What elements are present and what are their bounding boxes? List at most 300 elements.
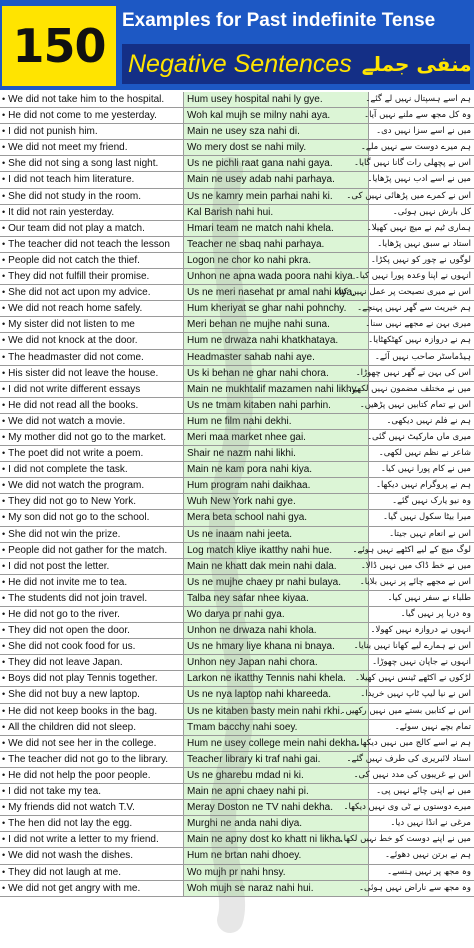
urdu-cell: ہم اسے ہسپتال نہیں لے گئے۔ <box>369 92 474 107</box>
roman-urdu-cell: Hum program nahi daikhaa. <box>184 478 369 493</box>
urdu-cell: میں نے کام پورا نہیں کیا۔ <box>369 462 474 477</box>
bullet-icon: • <box>2 834 6 845</box>
english-sentence: My sister did not listen to me <box>8 319 135 331</box>
english-sentence: We did not get angry with me. <box>8 882 141 894</box>
urdu-cell: وہ نیو یارک نہیں گئے۔ <box>369 494 474 509</box>
bullet-icon: • <box>2 786 6 797</box>
table-row <box>0 189 474 205</box>
english-sentence: It did not rain yesterday. <box>8 206 115 218</box>
roman-urdu-cell: Wo darya pr nahi gya. <box>184 607 369 622</box>
bullet-icon: • <box>2 238 6 249</box>
table-row <box>0 865 474 881</box>
english-sentence-cell <box>0 333 184 348</box>
table-row <box>0 527 474 543</box>
bullet-icon: • <box>2 769 6 780</box>
roman-urdu-cell: Hum ne brtan nahi dhoey. <box>184 848 369 863</box>
roman-urdu-cell: Meri behan ne mujhe nahi suna. <box>184 317 369 332</box>
table-row <box>0 205 474 221</box>
bullet-icon: • <box>2 158 6 169</box>
english-sentence: He did not help the poor people. <box>8 769 151 781</box>
bullet-icon: • <box>2 142 6 153</box>
bullet-icon: • <box>2 496 6 507</box>
english-sentence-cell <box>0 446 184 461</box>
table-row <box>0 559 474 575</box>
table-row <box>0 92 474 108</box>
table-row <box>0 430 474 446</box>
table-row <box>0 333 474 349</box>
english-sentence: My son did not go to the school. <box>8 512 150 524</box>
bullet-icon: • <box>2 319 6 330</box>
bullet-icon: • <box>2 415 6 426</box>
roman-urdu-cell: Us ne pichli raat gana nahi gaya. <box>184 156 369 171</box>
english-sentence-cell <box>0 736 184 751</box>
urdu-cell: انہوں نے اپنا وعدہ پورا نہیں کیا۔ <box>369 269 474 284</box>
urdu-cell: میں نے اپنی چائے نہیں پی۔ <box>369 784 474 799</box>
bullet-icon: • <box>2 544 6 555</box>
english-sentence: I did not write different essays <box>8 383 141 395</box>
english-sentence-cell <box>0 832 184 847</box>
roman-urdu-cell: Logon ne chor ko nahi pkra. <box>184 253 369 268</box>
table-row <box>0 671 474 687</box>
urdu-cell: ہماری ٹیم نے میچ نہیں کھیلا۔ <box>369 221 474 236</box>
bullet-icon: • <box>2 254 6 265</box>
bullet-icon: • <box>2 110 6 121</box>
table-row <box>0 156 474 172</box>
count-number: 150 <box>12 19 106 73</box>
english-sentence-cell <box>0 494 184 509</box>
bullet-icon: • <box>2 271 6 282</box>
english-sentence: I did not post the letter. <box>8 560 110 572</box>
english-sentence: She did not cook food for us. <box>8 641 136 653</box>
roman-urdu-cell: Us ne tmam kitaben nahi parhin. <box>184 398 369 413</box>
english-sentence-cell <box>0 720 184 735</box>
table-row <box>0 832 474 848</box>
roman-urdu-cell: Wo mery dost se nahi mily. <box>184 140 369 155</box>
table-row <box>0 623 474 639</box>
table-row <box>0 543 474 559</box>
english-sentence: She did not win the prize. <box>8 528 121 540</box>
english-sentence: We did not wash the dishes. <box>8 850 134 862</box>
roman-urdu-cell: Kal Barish nahi hui. <box>184 205 369 220</box>
sentence-table <box>0 92 474 897</box>
page-title: Examples for Past indefinite Tense <box>122 10 436 31</box>
english-sentence-cell <box>0 784 184 799</box>
english-sentence-cell <box>0 221 184 236</box>
bullet-icon: • <box>2 383 6 394</box>
roman-urdu-cell: Woh mujh se naraz nahi hui. <box>184 881 369 896</box>
table-row <box>0 736 474 752</box>
roman-urdu-cell: Woh kal mujh se milny nahi aya. <box>184 108 369 123</box>
bullet-icon: • <box>2 399 6 410</box>
table-row <box>0 510 474 526</box>
roman-urdu-cell: Unhon ney Japan nahi chora. <box>184 655 369 670</box>
english-sentence-cell <box>0 752 184 767</box>
roman-urdu-cell: Teacher library ki traf nahi gai. <box>184 752 369 767</box>
roman-urdu-cell: Us ne hmary liye khana ni bnaya. <box>184 639 369 654</box>
table-row <box>0 720 474 736</box>
english-sentence-cell <box>0 559 184 574</box>
roman-urdu-cell: Larkon ne ikatthy Tennis nahi khela. <box>184 671 369 686</box>
english-sentence-cell <box>0 510 184 525</box>
roman-urdu-cell: Main ne mukhtalif mazamen nahi likhy. <box>184 382 369 397</box>
roman-urdu-cell: Wo mujh pr nahi hnsy. <box>184 865 369 880</box>
table-row <box>0 301 474 317</box>
bullet-icon: • <box>2 625 6 636</box>
english-sentence: The poet did not write a poem. <box>8 448 144 460</box>
bullet-icon: • <box>2 753 6 764</box>
english-sentence-cell <box>0 350 184 365</box>
subtitle: Negative Sentences <box>128 49 352 78</box>
english-sentence: I did not punish him. <box>8 126 98 138</box>
table-row <box>0 221 474 237</box>
english-sentence-cell <box>0 140 184 155</box>
bullet-icon: • <box>2 303 6 314</box>
urdu-cell: ہم نے فلم نہیں دیکھی۔ <box>369 414 474 429</box>
roman-urdu-cell: Main ne usey adab nahi parhaya. <box>184 172 369 187</box>
english-sentence: We did not take him to the hospital. <box>8 94 165 105</box>
table-row <box>0 575 474 591</box>
english-sentence-cell <box>0 768 184 783</box>
bullet-icon: • <box>2 367 6 378</box>
english-sentence-cell <box>0 671 184 686</box>
english-sentence-cell <box>0 253 184 268</box>
roman-urdu-cell: Talba ney safar nhee kiyaa. <box>184 591 369 606</box>
bullet-icon: • <box>2 174 6 185</box>
table-row <box>0 591 474 607</box>
english-sentence: We did not watch a movie. <box>8 415 126 427</box>
urdu-cell: کل بارش نہیں ہوئی۔ <box>369 205 474 220</box>
table-row <box>0 752 474 768</box>
english-sentence: He did not come to me yesterday. <box>8 110 157 122</box>
roman-urdu-cell: Hum ne film nahi dekhi. <box>184 414 369 429</box>
english-sentence-cell <box>0 639 184 654</box>
urdu-cell: ہم نے اسے کالج میں نہیں دیکھا۔ <box>369 736 474 751</box>
english-sentence-cell <box>0 317 184 332</box>
english-sentence-cell <box>0 301 184 316</box>
english-sentence: They did not leave Japan. <box>8 657 123 669</box>
english-sentence-cell <box>0 414 184 429</box>
roman-urdu-cell: Meray Doston ne TV nahi dekha. <box>184 800 369 815</box>
subtitle-urdu: منفی جملے <box>361 52 472 76</box>
bullet-icon: • <box>2 866 6 877</box>
urdu-cell: وہ مجھ پر نہیں ہنسے۔ <box>369 865 474 880</box>
bullet-icon: • <box>2 802 6 813</box>
english-sentence-cell <box>0 108 184 123</box>
urdu-cell: اس نے غریبوں کی مدد نہیں کی۔ <box>369 768 474 783</box>
english-sentence: They did not fulfill their promise. <box>8 271 150 283</box>
roman-urdu-cell: Us ne gharebu mdad ni ki. <box>184 768 369 783</box>
english-sentence: She did not sing a song last night. <box>8 158 159 170</box>
english-sentence: People did not catch the thief. <box>8 254 140 266</box>
english-sentence-cell <box>0 156 184 171</box>
english-sentence-cell <box>0 124 184 139</box>
bullet-icon: • <box>2 560 6 571</box>
english-sentence-cell <box>0 865 184 880</box>
table-row <box>0 768 474 784</box>
roman-urdu-cell: Hmari team ne match nahi khela. <box>184 221 369 236</box>
roman-urdu-cell: Main ne usey sza nahi di. <box>184 124 369 139</box>
english-sentence-cell <box>0 655 184 670</box>
english-sentence-cell <box>0 172 184 187</box>
roman-urdu-cell: Teacher ne sbaq nahi parhaya. <box>184 237 369 252</box>
roman-urdu-cell: Meri maa market nhee gai. <box>184 430 369 445</box>
roman-urdu-cell: Main ne khatt dak mein nahi dala. <box>184 559 369 574</box>
urdu-cell: میرے دوستوں نے ٹی وی نہیں دیکھا۔ <box>369 800 474 815</box>
bullet-icon: • <box>2 528 6 539</box>
count-badge <box>2 6 116 86</box>
english-sentence: They did not open the door. <box>8 625 130 637</box>
english-sentence: I did not write a letter to my friend. <box>8 834 159 846</box>
urdu-cell: اس کی بہن نے گھر نہیں چھوڑا۔ <box>369 366 474 381</box>
english-sentence: They did not laugh at me. <box>8 866 122 878</box>
table-row <box>0 414 474 430</box>
urdu-cell: اس نے کمرے میں پڑھائی نہیں کی۔ <box>369 189 474 204</box>
english-sentence: I did not complete the task. <box>8 464 128 476</box>
table-row <box>0 237 474 253</box>
english-sentence-cell <box>0 269 184 284</box>
roman-urdu-cell: Us ne mujhe chaey pr nahi bulaya. <box>184 575 369 590</box>
table-row <box>0 848 474 864</box>
table-row <box>0 478 474 494</box>
urdu-cell: میری ماں مارکیٹ نہیں گئی۔ <box>369 430 474 445</box>
table-row <box>0 800 474 816</box>
roman-urdu-cell: Hum usey hospital nahi ly gye. <box>184 92 369 107</box>
urdu-cell: اس نے پچھلی رات گانا نہیں گایا۔ <box>369 156 474 171</box>
urdu-cell: استاد لائبریری کی طرف نہیں گئے۔ <box>369 752 474 767</box>
bullet-icon: • <box>2 882 6 893</box>
urdu-cell: لوگ میچ کے لیے اکٹھے نہیں ہوئے۔ <box>369 543 474 558</box>
english-sentence-cell <box>0 430 184 445</box>
english-sentence: She did not buy a new laptop. <box>8 689 140 701</box>
table-row <box>0 494 474 510</box>
bullet-icon: • <box>2 850 6 861</box>
table-row <box>0 704 474 720</box>
english-sentence: The teacher did not teach the lesson <box>8 238 170 250</box>
roman-urdu-cell: Mera beta school nahi gya. <box>184 510 369 525</box>
roman-urdu-cell: Log match kliye ikatthy nahi hue. <box>184 543 369 558</box>
bullet-icon: • <box>2 206 6 217</box>
bullet-icon: • <box>2 641 6 652</box>
table-row <box>0 881 474 897</box>
urdu-cell: مرغی نے انڈا نہیں دیا۔ <box>369 816 474 831</box>
bullet-icon: • <box>2 609 6 619</box>
english-sentence-cell <box>0 205 184 220</box>
english-sentence: His sister did not leave the house. <box>8 367 159 379</box>
bullet-icon: • <box>2 737 6 748</box>
table-row <box>0 784 474 800</box>
table-row <box>0 140 474 156</box>
english-sentence: He did not invite me to tea. <box>8 576 128 588</box>
english-sentence: We did not watch the program. <box>8 480 145 492</box>
header-banner <box>0 0 474 90</box>
urdu-cell: وہ دریا پر نہیں گیا۔ <box>369 607 474 622</box>
english-sentence: We did not knock at the door. <box>8 335 138 347</box>
bullet-icon: • <box>2 190 6 201</box>
roman-urdu-cell: Us ne kitaben basty mein nahi rkhi. <box>184 704 369 719</box>
urdu-cell: میرا بیٹا سکول نہیں گیا۔ <box>369 510 474 525</box>
bullet-icon: • <box>2 287 6 298</box>
roman-urdu-cell: Tmam bacchy nahi soey. <box>184 720 369 735</box>
roman-urdu-cell: Us ne kamry mein parhai nahi ki. <box>184 189 369 204</box>
english-sentence: All the children did not sleep. <box>8 721 137 733</box>
urdu-cell: میں نے خط ڈاک میں نہیں ڈالا۔ <box>369 559 474 574</box>
english-sentence-cell <box>0 92 184 107</box>
english-sentence: I did not teach him literature. <box>8 174 135 186</box>
english-sentence-cell <box>0 607 184 622</box>
table-row <box>0 398 474 414</box>
roman-urdu-cell: Us ki behan ne ghar nahi chora. <box>184 366 369 381</box>
roman-urdu-cell: Wuh New York nahi gye. <box>184 494 369 509</box>
bullet-icon: • <box>2 335 6 346</box>
table-row <box>0 350 474 366</box>
english-sentence: The headmaster did not come. <box>8 351 144 363</box>
roman-urdu-cell: Hum ne drwaza nahi khatkhataya. <box>184 333 369 348</box>
urdu-cell: انہوں نے دروازہ نہیں کھولا۔ <box>369 623 474 638</box>
table-row <box>0 816 474 832</box>
bullet-icon: • <box>2 592 6 603</box>
urdu-cell: ہم نے برتن نہیں دھوئے۔ <box>369 848 474 863</box>
english-sentence: Our team did not play a match. <box>8 222 145 234</box>
urdu-cell: میں نے اسے سزا نہیں دی۔ <box>369 124 474 139</box>
bullet-icon: • <box>2 512 6 523</box>
urdu-cell: اس نے ہمارے لیے کھانا نہیں بنایا۔ <box>369 639 474 654</box>
roman-urdu-cell: Main ne kam pora nahi kiya. <box>184 462 369 477</box>
bullet-icon: • <box>2 222 6 233</box>
urdu-cell: میری بہن نے مجھے نہیں سنا۔ <box>369 317 474 332</box>
english-sentence-cell <box>0 527 184 542</box>
english-sentence: My mother did not go to the market. <box>8 431 167 443</box>
english-sentence-cell <box>0 189 184 204</box>
urdu-cell: ہم میرے دوست سے نہیں ملے۔ <box>369 140 474 155</box>
roman-urdu-cell: Hum kheriyat se ghar nahi pohnchy. <box>184 301 369 316</box>
english-sentence: He did not go to the river. <box>8 609 120 620</box>
table-row <box>0 639 474 655</box>
bullet-icon: • <box>2 673 6 684</box>
english-sentence: He did not keep books in the bag. <box>8 705 158 717</box>
urdu-cell: اس نے کتابیں بستے میں نہیں رکھیں۔ <box>369 704 474 719</box>
english-sentence-cell <box>0 478 184 493</box>
english-sentence-cell <box>0 704 184 719</box>
table-row <box>0 124 474 140</box>
bullet-icon: • <box>2 818 6 829</box>
bullet-icon: • <box>2 657 6 668</box>
english-sentence: We did not see her in the college. <box>8 737 157 749</box>
bullet-icon: • <box>2 448 6 459</box>
bullet-icon: • <box>2 126 6 137</box>
urdu-cell: طلباء نے سفر نہیں کیا۔ <box>369 591 474 606</box>
table-row <box>0 366 474 382</box>
urdu-cell: استاد نے سبق نہیں پڑھایا۔ <box>369 237 474 252</box>
table-row <box>0 655 474 671</box>
bullet-icon: • <box>2 721 6 732</box>
english-sentence-cell <box>0 848 184 863</box>
english-sentence-cell <box>0 816 184 831</box>
english-sentence: She did not act upon my advice. <box>8 287 151 299</box>
urdu-cell: ہیڈماسٹر صاحب نہیں آئے۔ <box>369 350 474 365</box>
table-row <box>0 108 474 124</box>
urdu-cell: وہ مجھ سے ناراض نہیں ہوئی۔ <box>369 881 474 896</box>
subtitle-bar <box>122 44 470 84</box>
english-sentence: He did not read all the books. <box>8 399 139 411</box>
urdu-cell: وہ کل مجھ سے ملنے نہیں آیا۔ <box>369 108 474 123</box>
roman-urdu-cell: Main ne apny dost ko khatt ni likha. <box>184 832 369 847</box>
english-sentence: The teacher did not go to the library. <box>8 753 169 765</box>
roman-urdu-cell: Murghi ne anda nahi diya. <box>184 816 369 831</box>
table-row <box>0 687 474 703</box>
urdu-cell: تمام بچے نہیں سوئے۔ <box>369 720 474 735</box>
roman-urdu-cell: Unhon ne drwaza nahi khola. <box>184 623 369 638</box>
urdu-cell: لوگوں نے چور کو نہیں پکڑا۔ <box>369 253 474 268</box>
urdu-cell: میں نے اپنے دوست کو خط نہیں لکھا۔ <box>369 832 474 847</box>
english-sentence-cell <box>0 285 184 300</box>
bullet-icon: • <box>2 351 6 362</box>
english-sentence: The students did not join travel. <box>8 592 148 604</box>
english-sentence-cell <box>0 687 184 702</box>
english-sentence: We did not reach home safely. <box>8 303 143 315</box>
english-sentence-cell <box>0 543 184 558</box>
table-row <box>0 269 474 285</box>
roman-urdu-cell: Unhon ne apna wada poora nahi kiya. <box>184 269 369 284</box>
bullet-icon: • <box>2 431 6 442</box>
english-sentence-cell <box>0 575 184 590</box>
table-row <box>0 285 474 301</box>
english-sentence: People did not gather for the match. <box>8 544 168 556</box>
english-sentence-cell <box>0 623 184 638</box>
english-sentence: Boys did not play Tennis together. <box>8 673 158 685</box>
english-sentence-cell <box>0 591 184 606</box>
urdu-cell: ہم خیریت سے گھر نہیں پہنچے۔ <box>369 301 474 316</box>
roman-urdu-cell: Main ne apni chaey nahi pi. <box>184 784 369 799</box>
roman-urdu-cell: Hum ne usey college mein nahi dekha. <box>184 736 369 751</box>
bullet-icon: • <box>2 576 6 587</box>
urdu-cell: اس نے میری نصیحت پر عمل نہیں کیا۔ <box>369 285 474 300</box>
urdu-cell: اس نے نیا لیپ ٹاپ نہیں خریدا۔ <box>369 687 474 702</box>
roman-urdu-cell: Us ne inaam nahi jeeta. <box>184 527 369 542</box>
table-row <box>0 317 474 333</box>
english-sentence-cell <box>0 237 184 252</box>
english-sentence-cell <box>0 382 184 397</box>
roman-urdu-cell: Us ne nya laptop nahi khareeda. <box>184 687 369 702</box>
roman-urdu-cell: Headmaster sahab nahi aye. <box>184 350 369 365</box>
english-sentence-cell <box>0 366 184 381</box>
table-row <box>0 446 474 462</box>
urdu-cell: انہوں نے جاپان نہیں چھوڑا۔ <box>369 655 474 670</box>
english-sentence: We did not meet my friend. <box>8 142 128 154</box>
english-sentence-cell <box>0 881 184 896</box>
english-sentence-cell <box>0 398 184 413</box>
table-row <box>0 462 474 478</box>
urdu-cell: شاعر نے نظم نہیں لکھی۔ <box>369 446 474 461</box>
table-row <box>0 172 474 188</box>
urdu-cell: میں نے اسے ادب نہیں پڑھایا۔ <box>369 172 474 187</box>
urdu-cell: اس نے مجھے چائے پر نہیں بلایا۔ <box>369 575 474 590</box>
bullet-icon: • <box>2 94 6 104</box>
english-sentence: They did not go to New York. <box>8 496 137 508</box>
english-sentence-cell <box>0 800 184 815</box>
english-sentence: The hen did not lay the egg. <box>8 818 133 830</box>
urdu-cell: ہم نے دروازہ نہیں کھٹکھٹایا۔ <box>369 333 474 348</box>
urdu-cell: میں نے مختلف مضمون نہیں لکھے۔ <box>369 382 474 397</box>
english-sentence: I did not take my tea. <box>8 786 101 798</box>
roman-urdu-cell: Shair ne nazm nahi likhi. <box>184 446 369 461</box>
urdu-cell: اس نے انعام نہیں جیتا۔ <box>369 527 474 542</box>
english-sentence: She did not study in the room. <box>8 190 142 202</box>
bullet-icon: • <box>2 705 6 716</box>
table-row <box>0 253 474 269</box>
urdu-cell: اس نے تمام کتابیں نہیں پڑھیں۔ <box>369 398 474 413</box>
table-row <box>0 382 474 398</box>
english-sentence: My friends did not watch T.V. <box>8 802 135 814</box>
